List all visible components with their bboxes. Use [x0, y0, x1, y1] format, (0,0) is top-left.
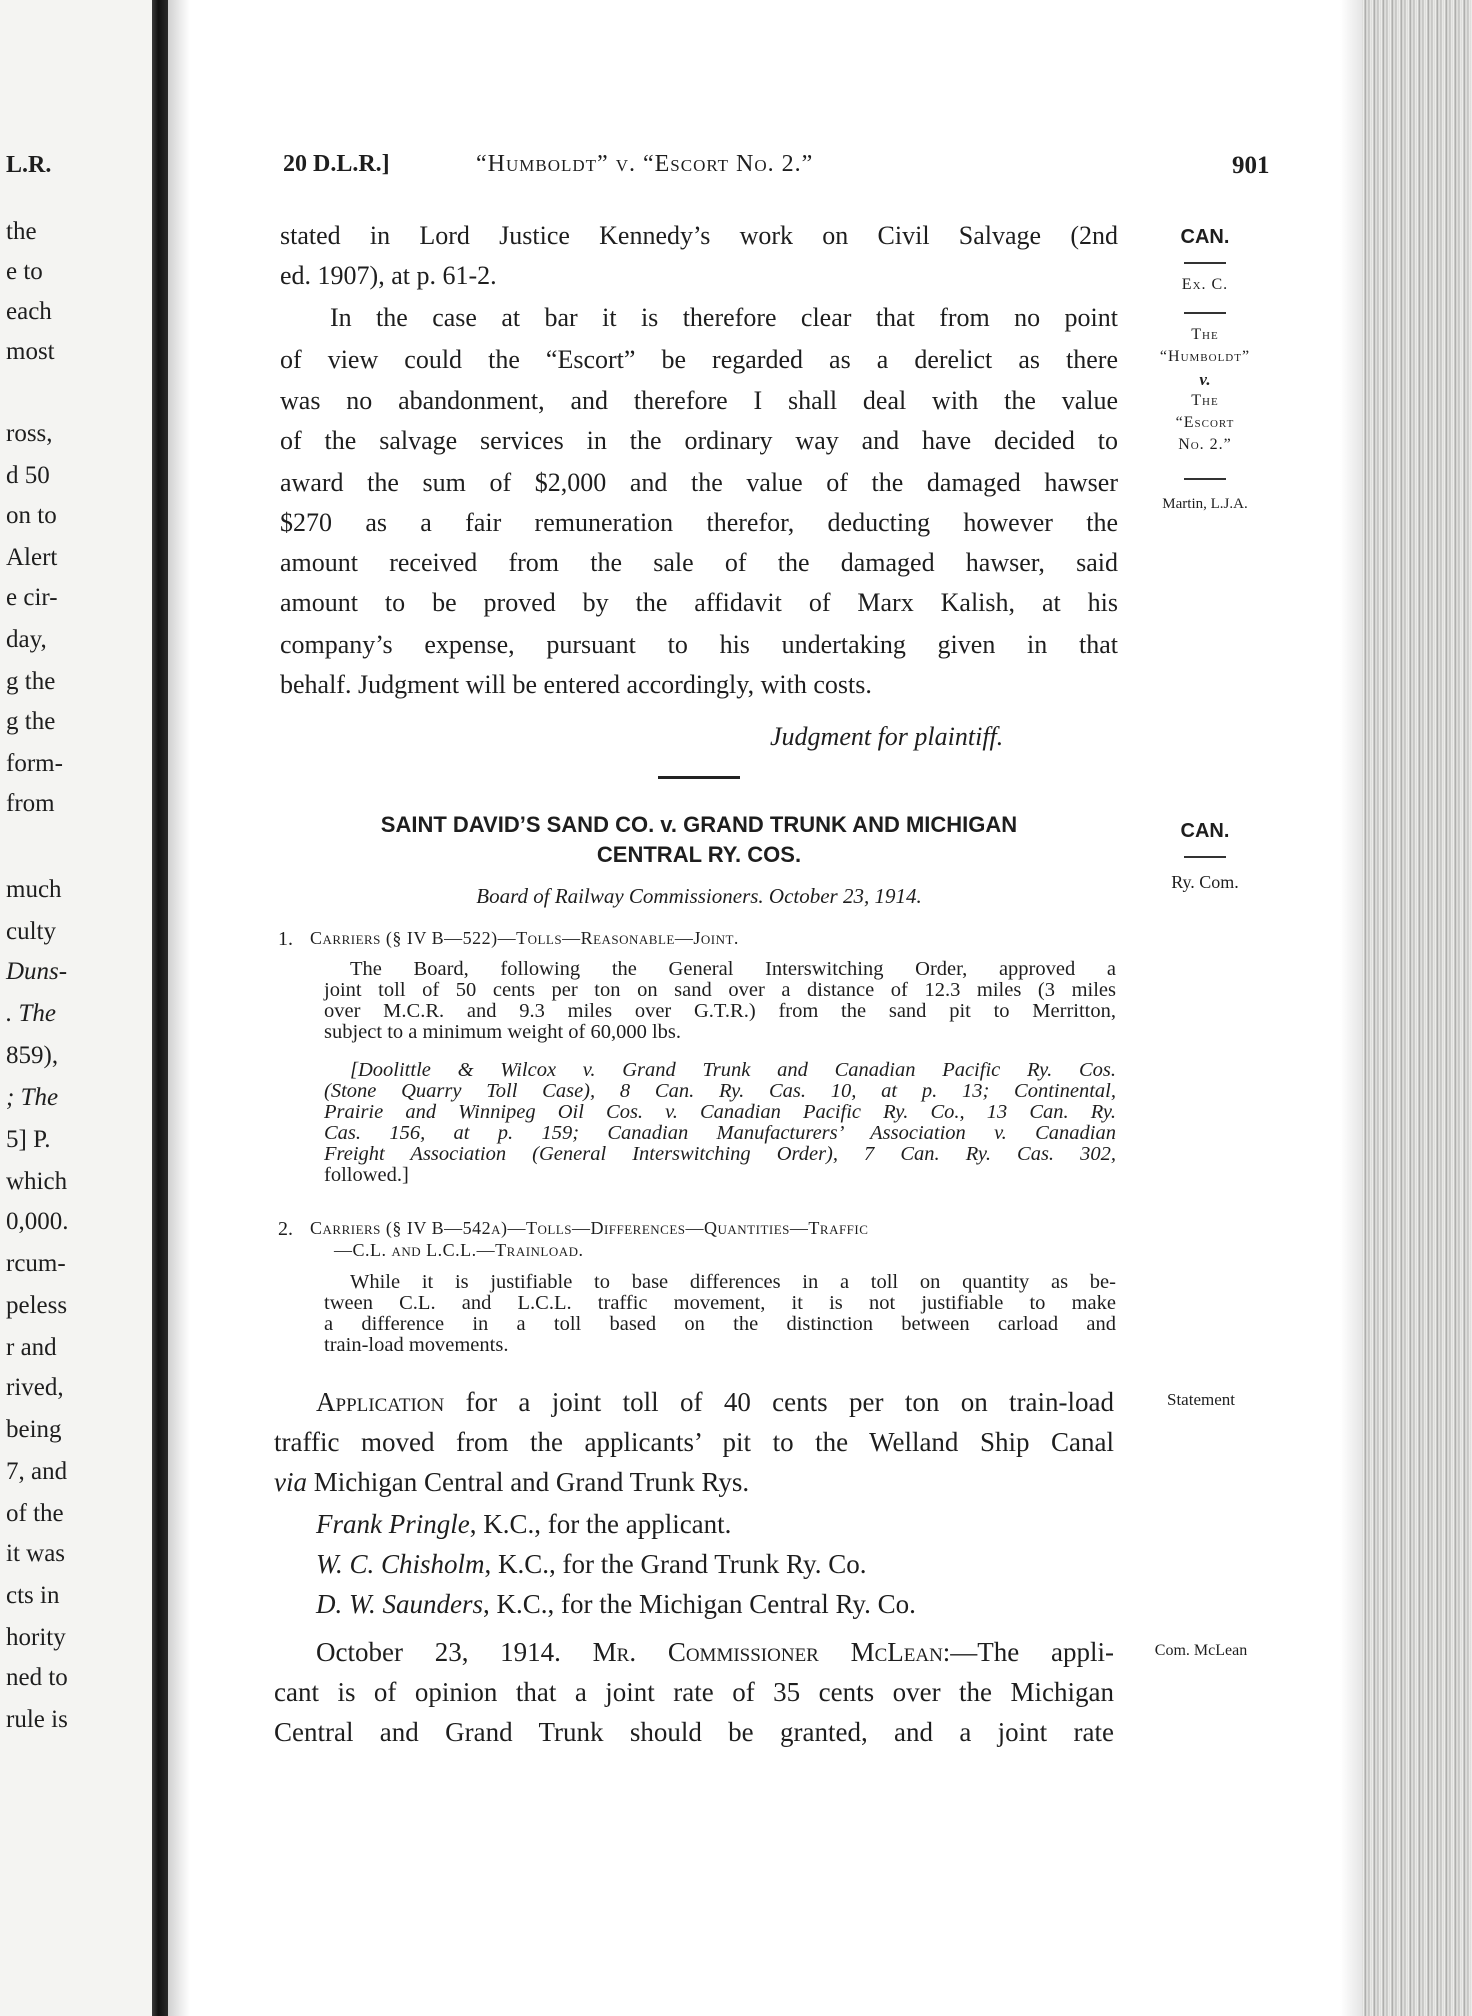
left-page-line: each	[6, 298, 52, 325]
counsel-name: D. W. Saunders	[316, 1589, 484, 1619]
counsel-name: W. C. Chisholm	[316, 1549, 485, 1579]
margin-division: Ex. C.	[1181, 276, 1229, 293]
left-page-line: day,	[6, 626, 47, 653]
left-page-line: on to	[6, 502, 57, 529]
left-page-line: . The	[6, 1000, 56, 1027]
counsel-role: , K.C., for the applicant.	[469, 1509, 732, 1539]
book-gutter	[152, 0, 168, 2016]
headnote-line: a difference in a toll based on the distinction between carload and	[324, 1313, 1116, 1335]
body-line: stated in Lord Justice Kennedy’s work on Civil Salvage (2nd	[280, 221, 1118, 250]
margin-division: Ry. Com.	[1171, 872, 1239, 892]
running-head-volume: 20 D.L.R.]	[283, 151, 390, 177]
running-head-title: “Humboldt” v. “Escort No. 2.”	[476, 151, 814, 177]
page-edges	[1362, 0, 1472, 2016]
counsel-line	[316, 1586, 1114, 1622]
left-page-line: ; The	[6, 1084, 59, 1111]
left-page-line: the	[6, 218, 37, 245]
margin-ship: The	[1191, 326, 1219, 343]
left-page-line: 5] P.	[6, 1126, 51, 1153]
left-page-line: e cir-	[6, 584, 58, 611]
left-page-line: form-	[6, 750, 63, 777]
opinion-date: October 23, 1914.	[316, 1637, 593, 1667]
left-page-line: 859),	[6, 1042, 59, 1069]
left-page-line: which	[6, 1168, 68, 1195]
left-page-line: Duns-	[6, 958, 68, 985]
margin-ship-name: “Escort	[1175, 414, 1235, 431]
headnote-number: 2.	[278, 1218, 293, 1240]
left-page-line: most	[6, 338, 55, 365]
left-page-line: hority	[6, 1624, 66, 1651]
opinion-speaker: Mr. Commissioner McLean	[592, 1637, 943, 1667]
headnote-line: tween C.L. and L.C.L. traffic movement, it is not justifiable to make	[324, 1292, 1116, 1314]
case-title-line: SAINT DAVID’S SAND CO. v. GRAND TRUNK AND MICHIGAN	[380, 812, 1018, 837]
application-line	[316, 1384, 1114, 1420]
margin-court: CAN.	[1180, 226, 1230, 248]
margin-rule	[1184, 856, 1226, 858]
margin-versus: v.	[1199, 370, 1211, 389]
headnote-line: over M.C.R. and 9.3 miles over G.T.R.) from the sand pit to Merritton,	[324, 1000, 1116, 1022]
opinion-line	[316, 1634, 1114, 1670]
left-page-line: from	[6, 790, 55, 817]
headnote-line: The Board, following the General Interswitching Order, approved a	[350, 958, 1116, 980]
left-page-line: r and	[6, 1334, 57, 1361]
left-page-fragment	[0, 0, 152, 2016]
counsel-role: , K.C., for the Grand Trunk Ry. Co.	[484, 1549, 867, 1579]
headnote-line: subject to a minimum weight of 60,000 lbs.	[324, 1021, 682, 1043]
citation-line: Freight Association (General Interswitching Order), 7 Can. Ry. Cas. 302,	[324, 1143, 1116, 1165]
counsel-line	[316, 1506, 1114, 1542]
left-page-line: culty	[6, 918, 56, 945]
headnote-heading: Carriers (§ IV B—522)—Tolls—Reasonable—Joint.	[310, 928, 739, 948]
application-lead: Application	[316, 1387, 445, 1417]
margin-judge: Martin, L.J.A.	[1162, 496, 1248, 512]
left-page-line: 0,000.	[6, 1208, 69, 1235]
body-line: was no abandonment, and therefore I shall deal with the value	[280, 386, 1118, 415]
margin-ship-number: No. 2.”	[1178, 436, 1232, 453]
application-line: traffic moved from the applicants’ pit to the Welland Ship Canal	[274, 1427, 1114, 1457]
margin-ship: The	[1191, 392, 1219, 409]
judgment-line: Judgment for plaintiff.	[770, 722, 1004, 751]
left-page-line: ross,	[6, 420, 53, 447]
left-page-line: being	[6, 1416, 62, 1443]
section-divider	[658, 776, 740, 779]
left-page-line: g the	[6, 668, 56, 695]
left-page-line: cts in	[6, 1582, 60, 1609]
left-page-line: rcum-	[6, 1250, 66, 1277]
application-text: Michigan Central and Grand Trunk Rys.	[307, 1467, 750, 1497]
left-page-line: of the	[6, 1500, 64, 1527]
application-line	[274, 1464, 1114, 1500]
application-text: for a joint toll of 40 cents per ton on train-load	[444, 1387, 1114, 1417]
citation-line: (Stone Quarry Toll Case), 8 Can. Ry. Cas. 10, at p. 13; Continental,	[324, 1080, 1116, 1102]
margin-court: CAN.	[1180, 820, 1230, 842]
margin-statement: Statement	[1167, 1390, 1235, 1409]
citation-line: followed.]	[324, 1164, 409, 1186]
body-line: award the sum of $2,000 and the value of the damaged hawser	[280, 468, 1118, 497]
body-line: ed. 1907), at p. 61-2.	[280, 261, 497, 290]
body-line: behalf. Judgment will be entered accordingly, with costs.	[280, 670, 872, 699]
left-page-line: peless	[6, 1292, 68, 1319]
opinion-text: :—The appli-	[942, 1637, 1114, 1667]
left-page-line: rived,	[6, 1374, 64, 1401]
body-line: company’s expense, pursuant to his undertaking given in that	[280, 630, 1118, 659]
headnote-line: train-load movements.	[324, 1334, 509, 1356]
left-page-header: L.R.	[6, 152, 52, 178]
margin-ship-name: “Humboldt”	[1159, 348, 1251, 365]
headnote-number: 1.	[278, 928, 293, 950]
opinion-line: cant is of opinion that a joint rate of 35 cents over the Michigan	[274, 1677, 1114, 1707]
body-line: of the salvage services in the ordinary way and have decided to	[280, 426, 1118, 455]
left-page-line: d 50	[6, 462, 50, 489]
counsel-role: , K.C., for the Michigan Central Ry. Co.	[483, 1589, 916, 1619]
body-line: amount to be proved by the affidavit of Marx Kalish, at his	[280, 588, 1118, 617]
headnote-line: While it is justifiable to base differences in a toll on quantity as be-	[350, 1271, 1116, 1293]
headnote-heading: —C.L. and L.C.L.—Trainload.	[334, 1240, 584, 1260]
body-line: amount received from the sale of the damaged hawser, said	[280, 548, 1118, 577]
case-title	[280, 810, 1118, 870]
left-page-line: much	[6, 876, 62, 903]
margin-rule	[1184, 478, 1226, 480]
court-and-date: Board of Railway Commissioners. October 23, 1914.	[476, 884, 922, 908]
counsel-name: Frank Pringle	[316, 1509, 470, 1539]
left-page-line: it was	[6, 1540, 66, 1567]
body-line: In the case at bar it is therefore clear that from no point	[330, 303, 1118, 332]
left-page-line: 7, and	[6, 1458, 68, 1485]
left-page-line: ned to	[6, 1664, 68, 1691]
headnote-line: joint toll of 50 cents per ton on sand over a distance of 12.3 miles (3 miles	[324, 979, 1116, 1001]
citation-line: [Doolittle & Wilcox v. Grand Trunk and Canadian Pacific Ry. Cos.	[350, 1059, 1116, 1081]
margin-commissioner: Com. McLean	[1154, 1642, 1248, 1659]
left-page-line: rule is	[6, 1706, 68, 1733]
body-line: $270 as a fair remuneration therefor, deducting however the	[280, 508, 1118, 537]
margin-rule	[1184, 312, 1226, 314]
counsel-line	[316, 1546, 1114, 1582]
page-number: 901	[1232, 152, 1270, 179]
left-page-line: g the	[6, 708, 56, 735]
application-via: via	[274, 1467, 307, 1497]
headnote-heading: Carriers (§ IV B—542a)—Tolls—Differences—Quantities—Traffic	[310, 1218, 869, 1238]
case-title-line: CENTRAL RY. COS.	[596, 842, 802, 867]
margin-rule	[1184, 262, 1226, 264]
citation-line: Prairie and Winnipeg Oil Cos. v. Canadian Pacific Ry. Co., 13 Can. Ry.	[324, 1101, 1116, 1123]
gutter-shadow	[168, 0, 190, 2016]
citation-line: Cas. 156, at p. 159; Canadian Manufacturers’ Association v. Canadian	[324, 1122, 1116, 1144]
body-line: of view could the “Escort” be regarded as a derelict as there	[280, 345, 1118, 374]
left-page-line: Alert	[6, 544, 58, 571]
opinion-line: Central and Grand Trunk should be granted, and a joint rate	[274, 1717, 1114, 1747]
left-page-line: e to	[6, 258, 43, 285]
